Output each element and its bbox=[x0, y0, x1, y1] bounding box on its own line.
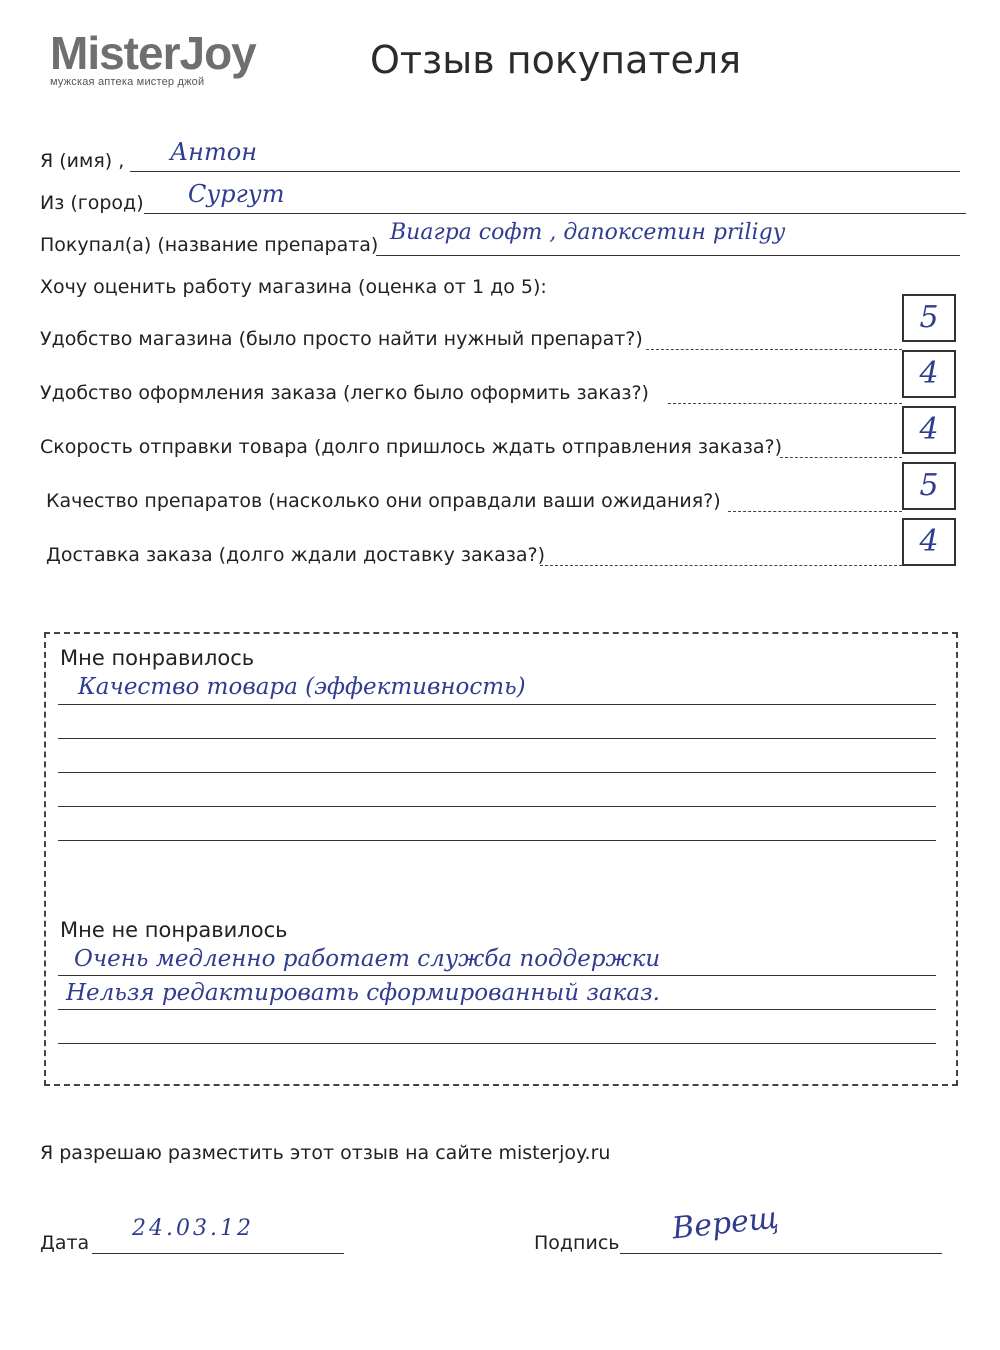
score-value: 4 bbox=[919, 412, 939, 447]
rating-question: Удобство магазина (было просто найти нужный препарат?) bbox=[40, 328, 643, 350]
name-underline bbox=[130, 171, 960, 172]
signature-label: Подпись bbox=[534, 1232, 620, 1254]
product-underline bbox=[376, 255, 960, 256]
product-label: Покупал(а) (название препарата) bbox=[40, 234, 379, 256]
score-value: 5 bbox=[919, 300, 939, 335]
logo-tagline: мужская аптека мистер джой bbox=[50, 76, 205, 88]
liked-label: Мне понравилось bbox=[60, 646, 255, 670]
score-box[interactable] bbox=[902, 294, 956, 342]
rating-question: Удобство оформления заказа (легко было оформить заказ?) bbox=[40, 382, 649, 404]
rating-question: Качество препаратов (насколько они оправдали ваши ожидания?) bbox=[46, 490, 721, 512]
score-box[interactable] bbox=[902, 406, 956, 454]
rating-question: Скорость отправки товара (долго пришлось ждать отправления заказа?) bbox=[40, 436, 782, 458]
liked-text-line[interactable]: Качество товара (эффективность) bbox=[78, 674, 526, 700]
name-field[interactable]: Антон bbox=[170, 138, 257, 166]
writing-line bbox=[58, 975, 936, 976]
writing-line bbox=[58, 806, 936, 807]
rating-intro: Хочу оценить работу магазина (оценка от 1 до 5): bbox=[40, 276, 547, 298]
date-label: Дата bbox=[40, 1232, 90, 1254]
writing-line bbox=[58, 772, 936, 773]
city-row bbox=[40, 182, 966, 218]
score-box[interactable] bbox=[902, 462, 956, 510]
writing-line bbox=[58, 1043, 936, 1044]
rating-row bbox=[40, 318, 902, 354]
city-label: Из (город) bbox=[40, 192, 144, 214]
rating-row bbox=[40, 426, 902, 462]
signature-underline bbox=[620, 1253, 942, 1254]
disliked-text-line[interactable]: Очень медленно работает служба поддержки bbox=[74, 946, 661, 972]
date-underline bbox=[92, 1253, 344, 1254]
score-box[interactable] bbox=[902, 350, 956, 398]
rating-row bbox=[46, 480, 902, 516]
writing-line bbox=[58, 738, 936, 739]
form-title: Отзыв покупателя bbox=[370, 38, 742, 82]
rating-intro-row bbox=[40, 266, 640, 302]
writing-line bbox=[58, 840, 936, 841]
name-label: Я (имя) , bbox=[40, 150, 125, 172]
rating-leader-line bbox=[728, 511, 902, 512]
signature-field[interactable]: Верещ bbox=[670, 1200, 781, 1247]
rating-row bbox=[46, 534, 902, 570]
score-value: 4 bbox=[919, 524, 939, 559]
name-row bbox=[40, 140, 960, 176]
logo-wordmark: MisterJoy bbox=[50, 27, 256, 79]
score-box[interactable] bbox=[902, 518, 956, 566]
score-value: 4 bbox=[919, 356, 939, 391]
rating-leader-line bbox=[540, 565, 902, 566]
disliked-label: Мне не понравилось bbox=[60, 918, 288, 942]
rating-leader-line bbox=[646, 349, 902, 350]
rating-leader-line bbox=[780, 457, 902, 458]
comments-frame bbox=[44, 632, 958, 1086]
date-row bbox=[40, 1216, 344, 1258]
product-field[interactable]: Виагра софт , дапоксетин priligy bbox=[390, 220, 786, 245]
writing-line bbox=[58, 704, 936, 705]
date-field[interactable]: 24.03.12 bbox=[132, 1216, 254, 1241]
product-row bbox=[40, 220, 960, 260]
score-value: 5 bbox=[919, 468, 939, 503]
city-field[interactable]: Сургут bbox=[188, 180, 285, 208]
writing-line bbox=[58, 1009, 936, 1010]
logo bbox=[50, 28, 280, 88]
city-underline bbox=[144, 213, 966, 214]
disliked-text-line[interactable]: Нельзя редактировать сформированный заказ. bbox=[66, 980, 660, 1006]
rating-question: Доставка заказа (долго ждали доставку заказа?) bbox=[46, 544, 546, 566]
rating-row bbox=[40, 372, 902, 408]
rating-leader-line bbox=[668, 403, 902, 404]
consent-text: Я разрешаю разместить этот отзыв на сайте misterjoy.ru bbox=[40, 1142, 611, 1164]
